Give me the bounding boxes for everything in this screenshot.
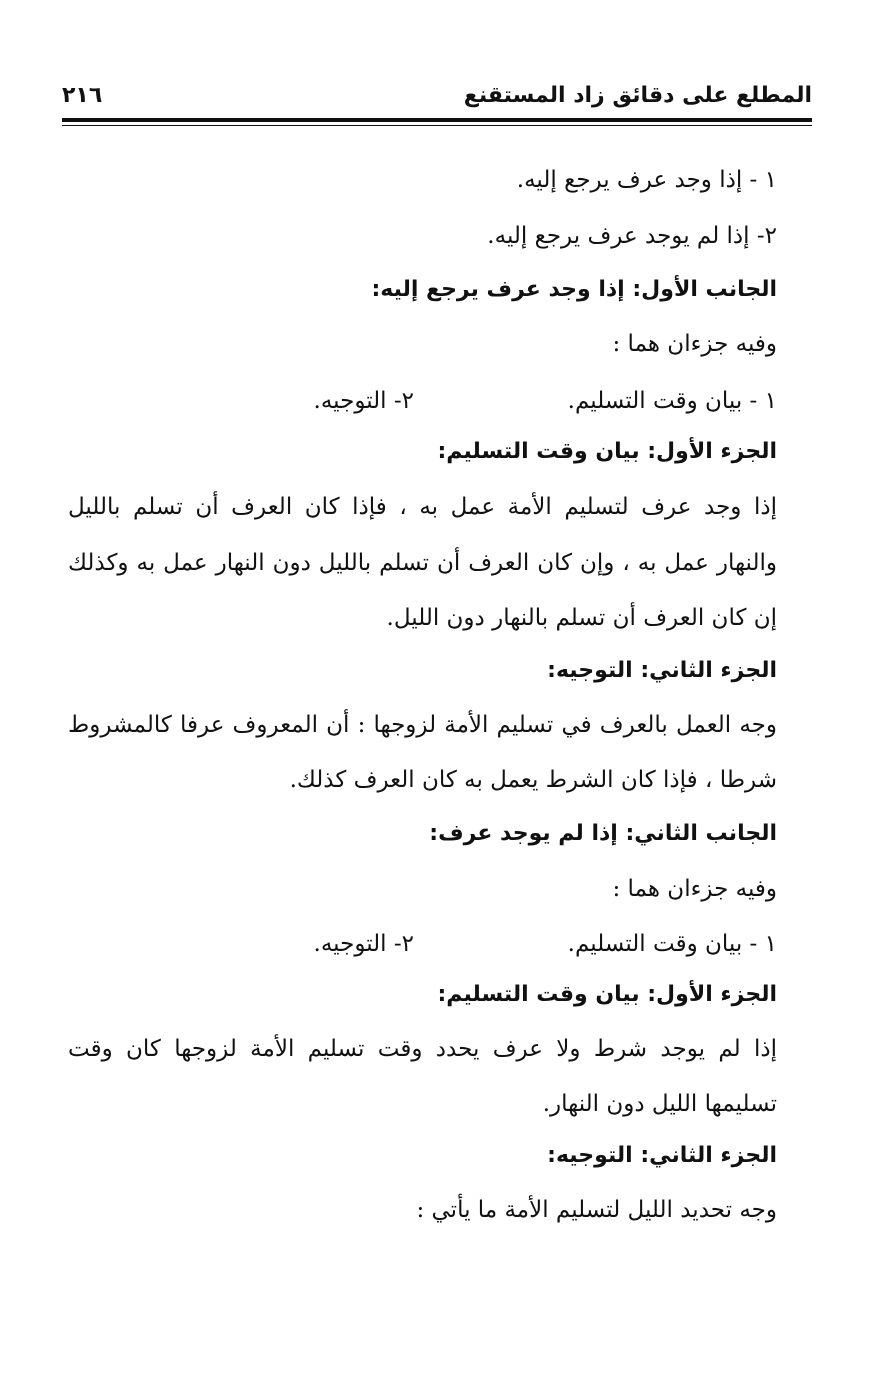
subsection-heading: الجزء الأول: بيان وقت التسليم: bbox=[437, 439, 777, 464]
header-rule-thin bbox=[62, 125, 812, 126]
subsection-heading: الجزء الثاني: التوجيه: bbox=[547, 1143, 777, 1168]
list-item: ٢- التوجيه. bbox=[313, 388, 414, 414]
subsection-heading: الجزء الأول: بيان وقت التسليم: bbox=[437, 982, 777, 1007]
list-item: ١ - بيان وقت التسليم. bbox=[567, 388, 777, 414]
subsection-heading: الجزء الثاني: التوجيه: bbox=[547, 658, 777, 683]
page-number: ٢١٦ bbox=[62, 83, 103, 108]
list-item: ١ - بيان وقت التسليم. bbox=[567, 931, 777, 957]
paragraph-line: والنهار عمل به ، وإن كان العرف أن تسلم بالليل دون النهار عمل به وكذلك bbox=[68, 550, 777, 576]
list-item: ٢- إذا لم يوجد عرف يرجع إليه. bbox=[487, 223, 777, 249]
list-item: ١ - إذا وجد عرف يرجع إليه. bbox=[516, 167, 777, 193]
section-heading: الجانب الثاني: إذا لم يوجد عرف: bbox=[429, 821, 777, 846]
running-title: المطلع على دقائق زاد المستقنع bbox=[463, 83, 812, 108]
page-header bbox=[62, 78, 812, 114]
paragraph-line: إن كان العرف أن تسلم بالنهار دون الليل. bbox=[386, 605, 777, 631]
section-heading: الجانب الأول: إذا وجد عرف يرجع إليه: bbox=[371, 277, 777, 302]
paragraph-line: إذا لم يوجد شرط ولا عرف يحدد وقت تسليم الأمة لزوجها كان وقت bbox=[68, 1036, 777, 1062]
paragraph-line: وجه تحديد الليل لتسليم الأمة ما يأتي : bbox=[416, 1197, 777, 1223]
paragraph-line: تسليمها الليل دون النهار. bbox=[542, 1091, 777, 1117]
paragraph-line: وفيه جزءان هما : bbox=[612, 331, 777, 357]
paragraph-line: شرطا ، فإذا كان الشرط يعمل به كان العرف كذلك. bbox=[289, 767, 777, 793]
list-item: ٢- التوجيه. bbox=[313, 931, 414, 957]
paragraph-line: إذا وجد عرف لتسليم الأمة عمل به ، فإذا كان العرف أن تسلم بالليل bbox=[68, 494, 777, 520]
paragraph-line: وجه العمل بالعرف في تسليم الأمة لزوجها : أن المعروف عرفا كالمشروط bbox=[68, 712, 777, 738]
header-rule-thick bbox=[62, 118, 812, 122]
paragraph-line: وفيه جزءان هما : bbox=[612, 876, 777, 902]
